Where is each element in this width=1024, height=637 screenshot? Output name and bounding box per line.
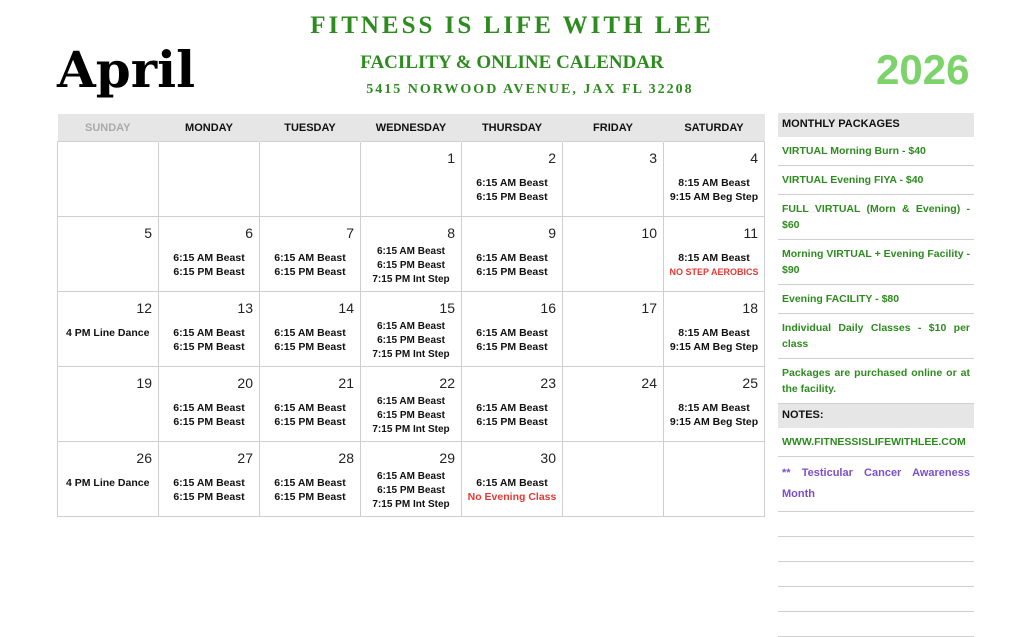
note-line xyxy=(778,587,974,612)
day-number: 11 xyxy=(743,225,758,241)
event-list xyxy=(260,251,360,279)
week-row xyxy=(58,142,765,217)
class-event: 6:15 AM Beast xyxy=(173,252,245,264)
day-number: 7 xyxy=(346,225,354,241)
day-number: 4 xyxy=(750,150,758,166)
day-number: 3 xyxy=(649,150,657,166)
day-cell xyxy=(260,292,361,367)
day-number: 18 xyxy=(742,300,758,316)
day-cell xyxy=(462,367,563,442)
day-cell xyxy=(159,142,260,217)
day-number: 15 xyxy=(439,300,455,316)
class-event: 7:15 PM Int Step xyxy=(372,349,450,360)
class-event: 6:15 PM Beast xyxy=(173,341,245,353)
day-cell xyxy=(563,367,664,442)
note-line xyxy=(778,562,974,587)
class-event: 6:15 AM Beast xyxy=(173,477,245,489)
class-event: 6:15 AM Beast xyxy=(476,402,548,414)
day-cell xyxy=(361,142,462,217)
weekday-friday: FRIDAY xyxy=(563,114,664,142)
event-list xyxy=(159,326,259,354)
day-cell xyxy=(563,292,664,367)
class-event: 6:15 PM Beast xyxy=(476,266,548,278)
class-event: 6:15 AM Beast xyxy=(274,477,346,489)
week-row xyxy=(58,292,765,367)
day-cell xyxy=(159,292,260,367)
note-line xyxy=(778,612,974,637)
weekday-wednesday: WEDNESDAY xyxy=(361,114,462,142)
packages-list xyxy=(778,137,974,404)
day-cell xyxy=(159,367,260,442)
package-item: Evening FACILITY - $80 xyxy=(778,285,974,314)
class-event: 6:15 PM Beast xyxy=(476,191,548,203)
weekday-thursday: THURSDAY xyxy=(462,114,563,142)
package-item: VIRTUAL Evening FIYA - $40 xyxy=(778,166,974,195)
day-cell xyxy=(563,442,664,517)
event-list xyxy=(361,320,461,362)
schedule-alert: NO STEP AEROBICS xyxy=(669,267,759,277)
day-cell xyxy=(58,367,159,442)
class-event: 6:15 PM Beast xyxy=(173,416,245,428)
day-cell xyxy=(462,442,563,517)
packages-header: MONTHLY PACKAGES xyxy=(778,113,974,137)
event-list xyxy=(58,476,158,490)
day-number: 25 xyxy=(742,375,758,391)
brand-title: FITNESS IS LIFE WITH LEE xyxy=(310,12,714,39)
package-item: Packages are purchased online or at the facility. xyxy=(778,359,974,404)
day-cell xyxy=(260,367,361,442)
event-list xyxy=(664,401,764,429)
class-event: 6:15 PM Beast xyxy=(274,341,346,353)
class-event: 9:15 AM Beg Step xyxy=(669,416,759,428)
day-number: 5 xyxy=(144,225,152,241)
day-number: 1 xyxy=(447,150,455,166)
day-cell xyxy=(361,367,462,442)
day-cell xyxy=(664,142,765,217)
weekday-tuesday: TUESDAY xyxy=(260,114,361,142)
class-event: 6:15 AM Beast xyxy=(377,471,445,482)
weekday-sunday: SUNDAY xyxy=(58,114,159,142)
event-list xyxy=(159,401,259,429)
package-item: Morning VIRTUAL + Evening Facility - $90 xyxy=(778,240,974,285)
event-list xyxy=(159,251,259,279)
day-number: 22 xyxy=(439,375,455,391)
class-event: 8:15 AM Beast xyxy=(678,327,750,339)
class-event: 6:15 PM Beast xyxy=(173,266,245,278)
day-cell xyxy=(462,292,563,367)
class-event: 6:15 AM Beast xyxy=(377,246,445,257)
class-event: 6:15 AM Beast xyxy=(476,252,548,264)
day-number: 23 xyxy=(540,375,556,391)
awareness-note: ** Testicular Cancer Awareness Month xyxy=(778,457,974,512)
day-cell xyxy=(361,292,462,367)
class-event: 7:15 PM Int Step xyxy=(372,424,450,435)
class-event: 6:15 AM Beast xyxy=(476,477,548,489)
day-number: 8 xyxy=(447,225,455,241)
event-list xyxy=(462,251,562,279)
event-list xyxy=(361,245,461,287)
class-event: 6:15 AM Beast xyxy=(274,327,346,339)
day-number: 24 xyxy=(641,375,657,391)
note-line xyxy=(778,537,974,562)
day-number: 6 xyxy=(245,225,253,241)
month-title: April xyxy=(57,40,196,99)
day-number: 27 xyxy=(237,450,253,466)
day-cell xyxy=(462,217,563,292)
class-event: 9:15 AM Beg Step xyxy=(669,191,759,203)
day-number: 14 xyxy=(338,300,354,316)
week-row xyxy=(58,442,765,517)
day-number: 12 xyxy=(136,300,152,316)
day-cell xyxy=(664,442,765,517)
class-event: 9:15 AM Beg Step xyxy=(669,341,759,353)
class-event: 6:15 AM Beast xyxy=(377,396,445,407)
facility-address: 5415 NORWOOD AVENUE, JAX FL 32208 xyxy=(366,82,694,97)
event-list xyxy=(58,326,158,340)
class-event: 7:15 PM Int Step xyxy=(372,499,450,510)
class-event: 6:15 PM Beast xyxy=(377,485,445,496)
class-event: 6:15 PM Beast xyxy=(274,266,346,278)
class-event: 6:15 AM Beast xyxy=(274,402,346,414)
event-list xyxy=(462,476,562,504)
day-cell xyxy=(58,292,159,367)
day-number: 9 xyxy=(548,225,556,241)
weekday-monday: MONDAY xyxy=(159,114,260,142)
day-cell xyxy=(664,367,765,442)
day-number: 2 xyxy=(548,150,556,166)
day-number: 16 xyxy=(540,300,556,316)
day-number: 17 xyxy=(641,300,657,316)
class-event: 6:15 PM Beast xyxy=(377,260,445,271)
day-number: 20 xyxy=(237,375,253,391)
day-cell xyxy=(58,442,159,517)
class-event: 6:15 AM Beast xyxy=(173,327,245,339)
schedule-alert: No Evening Class xyxy=(467,491,557,503)
event-list xyxy=(664,326,764,354)
day-cell xyxy=(159,442,260,517)
calendar-subtitle: FACILITY & ONLINE CALENDAR xyxy=(360,52,664,73)
class-event: 6:15 PM Beast xyxy=(274,416,346,428)
event-list xyxy=(361,470,461,512)
class-event: 8:15 AM Beast xyxy=(678,177,750,189)
day-number: 29 xyxy=(439,450,455,466)
event-list xyxy=(260,326,360,354)
day-cell xyxy=(260,442,361,517)
day-number: 21 xyxy=(338,375,354,391)
day-number: 30 xyxy=(540,450,556,466)
day-cell xyxy=(361,217,462,292)
day-number: 28 xyxy=(338,450,354,466)
day-cell xyxy=(563,142,664,217)
class-event: 4 PM Line Dance xyxy=(66,477,150,489)
event-list xyxy=(462,401,562,429)
weekday-header-row xyxy=(58,114,765,142)
event-list xyxy=(260,476,360,504)
event-list xyxy=(462,176,562,204)
class-event: 6:15 PM Beast xyxy=(377,335,445,346)
class-event: 7:15 PM Int Step xyxy=(372,274,450,285)
day-number: 13 xyxy=(237,300,253,316)
class-event: 6:15 PM Beast xyxy=(476,416,548,428)
event-list xyxy=(361,395,461,437)
class-event: 6:15 AM Beast xyxy=(173,402,245,414)
class-event: 6:15 AM Beast xyxy=(274,252,346,264)
note-line xyxy=(778,512,974,537)
day-cell xyxy=(159,217,260,292)
day-number: 19 xyxy=(136,375,152,391)
class-event: 6:15 AM Beast xyxy=(476,327,548,339)
class-event: 6:15 PM Beast xyxy=(377,410,445,421)
class-event: 6:15 AM Beast xyxy=(377,321,445,332)
weekday-saturday: SATURDAY xyxy=(664,114,765,142)
year-title: 2026 xyxy=(876,46,970,93)
package-item: FULL VIRTUAL (Morn & Evening) - $60 xyxy=(778,195,974,240)
day-cell xyxy=(664,217,765,292)
event-list xyxy=(260,401,360,429)
notes-header: NOTES: xyxy=(778,404,974,428)
calendar-grid xyxy=(57,114,765,517)
day-number: 26 xyxy=(136,450,152,466)
day-number: 10 xyxy=(641,225,657,241)
day-cell xyxy=(58,142,159,217)
day-cell xyxy=(260,142,361,217)
sidebar xyxy=(778,113,974,637)
class-event: 6:15 PM Beast xyxy=(173,491,245,503)
day-cell xyxy=(260,217,361,292)
day-cell xyxy=(58,217,159,292)
class-event: 6:15 AM Beast xyxy=(476,177,548,189)
day-cell xyxy=(563,217,664,292)
week-row xyxy=(58,217,765,292)
event-list xyxy=(664,176,764,204)
class-event: 6:15 PM Beast xyxy=(476,341,548,353)
package-item: Individual Daily Classes - $10 per class xyxy=(778,314,974,359)
day-cell xyxy=(361,442,462,517)
event-list xyxy=(664,251,764,279)
class-event: 4 PM Line Dance xyxy=(66,327,150,339)
day-cell xyxy=(664,292,765,367)
event-list xyxy=(462,326,562,354)
class-event: 6:15 PM Beast xyxy=(274,491,346,503)
event-list xyxy=(159,476,259,504)
day-cell xyxy=(462,142,563,217)
week-row xyxy=(58,367,765,442)
class-event: 8:15 AM Beast xyxy=(678,402,750,414)
package-item: VIRTUAL Morning Burn - $40 xyxy=(778,137,974,166)
class-event: 8:15 AM Beast xyxy=(678,252,750,264)
website-link[interactable]: WWW.FITNESSISLIFEWITHLEE.COM xyxy=(778,428,974,457)
